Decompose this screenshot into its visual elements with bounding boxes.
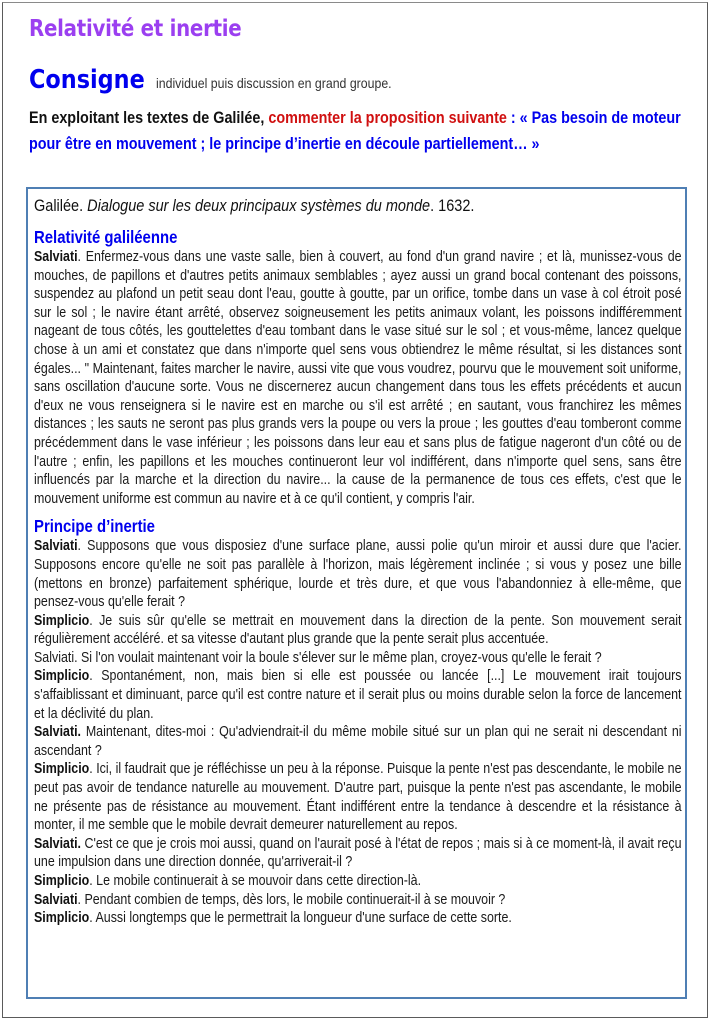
consigne-label: Consigne: [29, 65, 145, 95]
instruction-quote: : « Pas besoin de moteur pour être en mouvement ; le principe d’inertie en découle partiellement… »: [29, 109, 681, 153]
dialogue-paragraph: [34, 760, 682, 834]
dialogue-paragraph: [34, 723, 682, 760]
dialogue-paragraph: [34, 667, 682, 723]
dialogue-text: . Supposons que vous disposiez d'une surface plane, aussi polie qu'un miroir et aussi dure que l'acier. Supposons encore qu'elle ne soit pas parallèle à l'horizon, mais légèrement inclinée ; si vous y posez une bille (mettons en bronze) parfaitement sphérique, lourde et très dure, et que vous l'abandonniez à elle-même, que pensez-vous qu'elle ferait ?: [34, 538, 682, 611]
instruction-intro: En exploitant les textes de Galilée,: [29, 109, 269, 127]
dialogue-paragraph: [34, 248, 682, 508]
source-text-content: [34, 194, 682, 928]
dialogue-paragraph: [34, 649, 682, 668]
dialogue-text: . Spontanément, non, mais bien si elle est poussée ou lancée [...] Le mouvement irait toujours s'affaiblissant et diminuant, parce qu'il est contre nature et il serait plus ou moins durable selon la force de lancement et la déclivité du plan.: [34, 668, 682, 722]
dialogue-text: . Le mobile continuerait à se mouvoir dans cette direction-là.: [89, 873, 422, 889]
page-title: Relativité et inertie: [29, 16, 242, 42]
instruction-task: commenter la proposition suivante: [268, 109, 507, 127]
dialogue-paragraph: [34, 872, 682, 891]
speaker-name: Simplicio: [34, 910, 90, 927]
dialogue-paragraph: [34, 612, 682, 649]
dialogue-text: . Aussi longtemps que le permettrait la longueur d'une surface de cette sorte.: [89, 910, 512, 927]
speaker-name: Simplicio: [34, 612, 90, 629]
dialogue-text: C'est ce que je crois moi aussi, quand on l'aurait posé à l'état de repos ; mais si à ce moment-là, il avait reçu une impulsion dans une direction donnée, qu'arriverait-il ?: [34, 835, 682, 871]
dialogue-text: . Enfermez-vous dans une vaste salle, bien à couvert, au fond d'un grand navire ; et là, munissez-vous de mouches, de papillons et d'autres petits animaux semblables ; ayez aussi un grand bocal contenant des poissons, suspendez au plafond un petit seau dont l'eau, goutte à goutte, par un orifice, tombe dans un vase à col étroit posé sur le sol ; le navire étant arrêté, observez soigneusement les petits animaux volant, les poissons indifféremment nageant de tous côtés, les gouttelettes d'eau tombant dans le vase situé sur le sol ; et vous-même, lancez quelque chose à un ami et constatez que dans n'importe quel sens vous obtiendrez le même résultat, si les distances sont égales... " Maintenant, faites marcher le navire, aussi vite que vous voudrez, pourvu que le mouvement soit uniforme, sans oscillation d'aucune sorte. Vous ne discernerez aucun changement dans tous les effets précédents et aucun d'eux ne vous renseignera si le navire est en marche ou s'il est arrêté ; en sautant, vous franchirez les mêmes distances ; les sauts ne seront pas plus grands vers la poupe ou vers la proue ; les gouttes d'eau tomberont comme précédemment dans le vase inférieur ; les poissons dans leur eau et sans plus de fatigue nageront d'un côté ou de l'autre ; enfin, les papillons et les mouches continueront leur vol indifférent, dans n'importe quel sens, sans être influencés par la marche et la direction du navire... la cause de la permanence de tous ces effets, c'est que le mouvement uniforme est commun au navire et à ce qu'il contient, y compris l'air.: [34, 249, 682, 507]
dialogue-paragraph: [34, 537, 682, 611]
section-title: Relativité galiléenne: [34, 227, 178, 247]
speaker-name: Salviati: [34, 538, 78, 555]
dialogue-paragraph: [34, 835, 682, 872]
speaker-name: Simplicio: [34, 761, 90, 778]
consigne-note: individuel puis discussion en grand groupe.: [156, 75, 392, 91]
instruction-text: [29, 105, 690, 157]
source-author: Galilée: [34, 196, 80, 215]
source-work-title: Dialogue sur les deux principaux systèmes du monde: [87, 196, 431, 215]
dialogue-text: . Pendant combien de temps, dès lors, le mobile continuerait-il à se mouvoir ?: [77, 891, 506, 908]
source-separator: .: [79, 196, 88, 215]
section-gap: [34, 508, 682, 515]
source-citation: [34, 194, 682, 218]
dialogue-paragraph: [34, 891, 682, 910]
source-year: . 1632.: [430, 196, 475, 215]
speaker-name: Simplicio: [34, 668, 90, 685]
dialogue-text: Maintenant, dites-moi : Qu'adviendrait-il du même mobile situé sur un plan qui ne serait ni descendant ni ascendant ?: [34, 724, 682, 759]
section-title: Principe d’inertie: [34, 516, 155, 537]
consigne-row: [29, 65, 424, 95]
speaker-name: Salviati.: [34, 724, 82, 741]
dialogue-text: . Je suis sûr qu'elle se mettrait en mouvement dans la direction de la pente. Son mouvement serait régulièrement accéléré. et sa vitesse d'autant plus grande que la pente serait plus accentuée.: [34, 612, 682, 648]
sections-container: [34, 226, 682, 928]
dialogue-text: . Si l'on voulait maintenant voir la boule s'élever sur le même plan, croyez-vous qu'elle le ferait ?: [74, 649, 602, 666]
dialogue-paragraph: [34, 909, 682, 928]
speaker-name: Salviati: [34, 891, 78, 908]
speaker-name: Salviati: [34, 649, 75, 666]
speaker-name: Salviati.: [34, 835, 82, 852]
speaker-name: Simplicio: [34, 873, 90, 889]
speaker-name: Salviati: [34, 249, 78, 265]
source-text-box: [26, 187, 687, 999]
dialogue-text: . Ici, il faudrait que je réfléchisse un peu à la réponse. Puisque la pente n'est pas descendante, le mobile ne peut pas avoir de tendance naturelle au mouvement. D'autre part, puisque la pente n'est pas ascendante, le mobile ne présente pas de résistance au mouvement. Étant indifférent entre la tendance à descendre et la résistance à monter, il me semble que le mobile devrait demeurer naturellement au repos.: [34, 761, 682, 834]
